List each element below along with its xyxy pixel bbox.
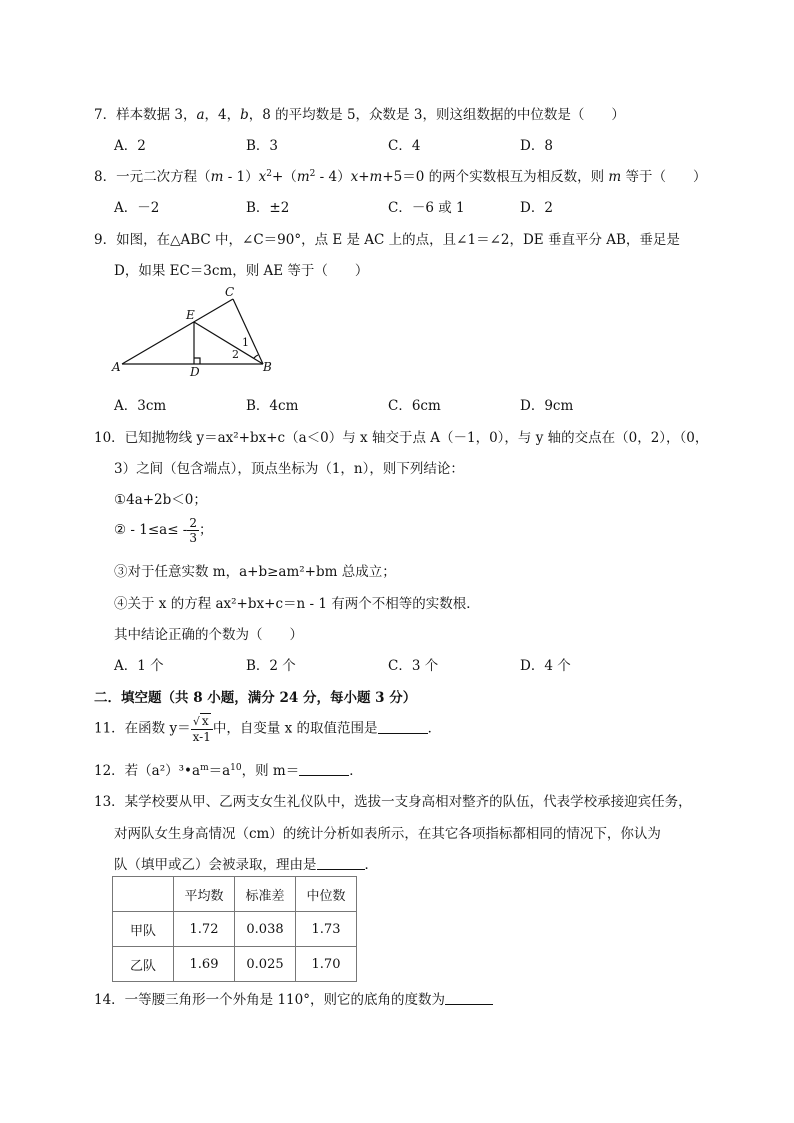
table-row: [113, 947, 357, 982]
q10-option-a[interactable]: A．1 个: [114, 658, 164, 674]
angle-arc: [254, 355, 258, 358]
q13-line2: 对两队女生身高情况（cm）的统计分析如表所示，在其它各项指标都相同的情况下，你认为: [114, 826, 661, 842]
q8-option-b[interactable]: B．±2: [246, 200, 290, 216]
q13-line3: 队（填甲或乙）会被录取，理由是 ．: [114, 857, 378, 873]
q10-line1: 10．已知抛物线 y＝ax²+bx+c（a＜0）与 x 轴交于点 A（－1，0），与 y 轴的交点在（0，2），（0，: [94, 430, 709, 446]
answer-blank[interactable]: [299, 763, 349, 776]
answer-blank[interactable]: [445, 992, 493, 1005]
q9-line2: D，如果 EC＝3cm，则 AE 等于（ ）: [114, 263, 369, 279]
q7-option-b[interactable]: B．3: [246, 138, 279, 154]
stats-table: [112, 876, 357, 982]
q8-option-c[interactable]: C．－6 或 1: [388, 200, 465, 216]
q11-stem: 11．在函数 y＝ $\frac{√ x}{x-1}$ 中，自变量 x 的取值范围是 ．: [94, 714, 442, 744]
q10-option-b[interactable]: B．2 个: [246, 658, 296, 674]
q9-option-a[interactable]: A．3cm: [114, 398, 167, 414]
q9-option-c[interactable]: C．6cm: [388, 398, 441, 414]
triangle-figure: [108, 284, 288, 384]
q13-line1: 13．某学校要从甲、乙两支女生礼仪队中，选拔一支身高相对整齐的队伍，代表学校承接迎宾任务，: [94, 794, 692, 810]
q10-conclusion-1: ①4a+2b＜0；: [114, 492, 207, 508]
table-header-cell: [113, 877, 174, 912]
q14-stem: 14．一等腰三角形一个外角是 110°，则它的底角的度数为: [94, 988, 493, 1008]
q12-stem: 12．若$(a^2)^3•a^m=a^{10}$，则 m＝ ．: [94, 763, 363, 779]
q7-option-a[interactable]: A．2: [114, 138, 146, 154]
q8-stem: 8．一元二次方程$(m - 1)x^2+(m^2 - 4)x+m+5=0$ 的两个实数根互为相反数，则 m 等于（ ）: [94, 169, 707, 185]
q10-question: 其中结论正确的个数为（ ）: [114, 627, 303, 643]
q10-conclusion-2: ② - 1≤a≤ - $\frac{2}{3}$ ；: [114, 516, 213, 545]
label-e: E: [186, 308, 195, 322]
segment-ac: [122, 299, 233, 364]
q10-conclusion-4: ④关于 x 的方程 ax²+bx+c＝n - 1 有两个不相等的实数根．: [114, 596, 480, 612]
q10-option-d[interactable]: D．4 个: [520, 658, 571, 674]
label-angle-1: 1: [242, 336, 249, 349]
q9-option-d[interactable]: D．9cm: [520, 398, 574, 414]
sqrt-fraction: $\frac{√ x}{x-1}$: [192, 714, 211, 744]
label-c: C: [225, 285, 235, 299]
fraction: $\frac{2}{3}$: [189, 516, 198, 545]
q10-line2: 3）之间（包含端点），顶点坐标为（1，n），则下列结论：: [114, 461, 464, 477]
label-angle-2: 2: [232, 348, 239, 361]
table-row: [113, 912, 357, 947]
q10-option-c[interactable]: C．3 个: [388, 658, 439, 674]
table-cell: 乙队: [113, 947, 174, 982]
q8-option-d[interactable]: D．2: [520, 200, 553, 216]
section-heading: 二．填空题（共 8 小题，满分 24 分，每小题 3 分）: [94, 690, 417, 706]
q9-line1: 9．如图，在△ABC 中，∠C＝90°，点 E 是 AC 上的点，且∠1＝∠2，DE 垂直平分 AB，垂足是: [94, 232, 680, 248]
q7-option-d[interactable]: D．8: [520, 138, 553, 154]
table-cell: 1.72: [174, 912, 235, 947]
label-d: D: [190, 365, 200, 379]
label-a: A: [112, 360, 121, 374]
right-angle-mark: [194, 358, 200, 364]
table-header-cell: 标准差: [235, 877, 296, 912]
table-cell: 0.025: [235, 947, 296, 982]
label-b: B: [263, 360, 272, 374]
q8-option-a[interactable]: A．－2: [114, 200, 160, 216]
table-cell: 1.73: [296, 912, 357, 947]
table-header-cell: 中位数: [296, 877, 357, 912]
q7-stem: 7．样本数据 3，a，4，b，8 的平均数是 5，众数是 3，则这组数据的中位数是（ ）: [94, 107, 625, 123]
table-header-cell: 平均数: [174, 877, 235, 912]
answer-blank[interactable]: [378, 721, 428, 734]
table-header-row: [113, 877, 357, 912]
table-cell: 0.038: [235, 912, 296, 947]
table-cell: 甲队: [113, 912, 174, 947]
q7-option-c[interactable]: C．4: [388, 138, 421, 154]
table-cell: 1.70: [296, 947, 357, 982]
q10-conclusion-3: ③对于任意实数 m，a+b≥am²+bm 总成立；: [114, 564, 396, 580]
q9-option-b[interactable]: B．4cm: [246, 398, 299, 414]
table-cell: 1.69: [174, 947, 235, 982]
answer-blank[interactable]: [317, 857, 365, 870]
